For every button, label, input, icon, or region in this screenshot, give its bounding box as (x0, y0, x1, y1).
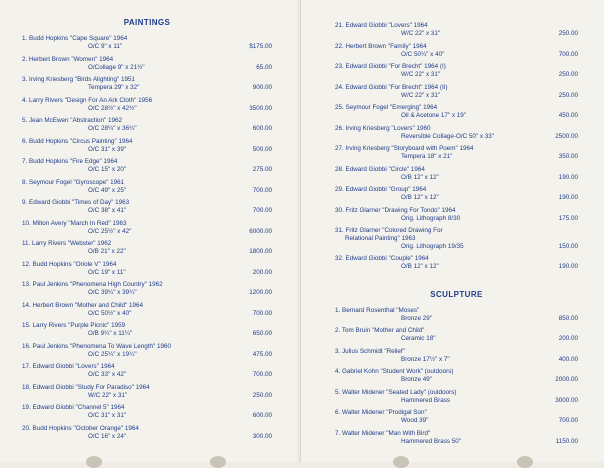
entry-medium: O/Collage 9" x 21½" (88, 63, 145, 71)
paintings-heading: PAINTINGS (123, 18, 171, 27)
catalog-entry (335, 368, 578, 389)
catalog-entry (335, 327, 578, 348)
entry-medium: Bronze 49" (401, 376, 432, 384)
entry-medium: W/C 22" x 31" (88, 391, 128, 399)
sculpture-heading: SCULPTURE (430, 289, 483, 299)
entry-title: 2. Herbert Brown "Women" 1964 (22, 55, 114, 63)
entry-title: 24. Edward Giobbi "For Brecht" 1964 (II) (335, 83, 448, 91)
entry-title: 1. Bernard Rosenthal "Moses" (335, 306, 420, 314)
entry-price: 275.00 (252, 166, 272, 174)
entry-price: 475.00 (252, 350, 272, 358)
entry-title: 8. Seymour Fogel "Gyroscope" 1961 (22, 178, 125, 186)
catalog-entry (22, 363, 272, 384)
entry-price: $175.00 (249, 43, 272, 51)
entry-medium: Bronze 17½" x 7" (401, 355, 450, 363)
sculpture-list (335, 307, 578, 451)
entry-title: 31. Fritz Glarner "Colored Drawing For (335, 227, 443, 234)
left-page (0, 0, 300, 462)
entry-medium: O/C 9" x 11" (88, 43, 123, 51)
entry-medium: W/C 22" x 31" (401, 71, 441, 79)
entry-title: 22. Herbert Brown "Family" 1964 (335, 42, 427, 50)
catalog-entry (22, 76, 272, 97)
catalog-entry (22, 158, 272, 179)
catalog-entry (335, 104, 578, 125)
catalog-entry (22, 220, 272, 241)
entry-title: 23. Edward Giobbi "For Brecht" 1964 (I) (335, 63, 446, 70)
entry-price: 3500.00 (249, 104, 272, 112)
catalog-entry (335, 389, 578, 410)
catalog-entry (335, 84, 578, 105)
entry-price: 350.00 (558, 153, 578, 161)
entry-medium: O/C 25½" x 42" (88, 227, 132, 235)
entry-price: 190.00 (558, 194, 578, 202)
entry-price: 450.00 (558, 112, 578, 120)
catalog-entry (335, 43, 578, 64)
catalog-entry (22, 117, 272, 138)
catalog-entry (22, 97, 272, 118)
entry-medium: O/B 12" x 12" (401, 173, 439, 181)
binder-hole-left-1 (86, 456, 102, 468)
entry-title: 16. Paul Jenkins "Phenomena To Wave Length" 1960 (22, 342, 172, 350)
catalog-entry (335, 207, 578, 228)
entry-medium: O/B 9¼" x 11¼" (88, 330, 133, 338)
entry-price: 500.00 (252, 145, 272, 153)
entry-price: 700.00 (558, 50, 578, 58)
catalog-entry (335, 63, 578, 84)
entry-medium: O/C 28½" x 42½" (88, 104, 137, 112)
entry-price: 3000.00 (555, 396, 578, 404)
entry-price: 250.00 (252, 391, 272, 399)
entry-title: 3. Irving Kriesberg "Birds Alighting" 1951 (22, 76, 135, 83)
entry-price: 65.00 (256, 63, 272, 71)
entry-title: 12. Budd Hopkins "Oriole V" 1964 (22, 260, 117, 268)
catalog-entry (22, 179, 272, 200)
entry-medium: Hammered Brass 50" (401, 437, 461, 445)
catalog-entry (335, 166, 578, 187)
entry-title: 2. Tom Bruin "Mother and Child" (335, 327, 425, 334)
entry-price: 200.00 (558, 335, 578, 343)
entry-price: 1200.00 (249, 289, 272, 297)
catalog-entry (22, 261, 272, 282)
entry-price: 200.00 (252, 268, 272, 276)
entry-title: 30. Fritz Glarner "Drawing For Tondo" 1964 (335, 206, 456, 214)
entry-title: 29. Edward Giobbi "Group" 1964 (335, 186, 427, 193)
catalog-entry (22, 56, 272, 77)
entry-medium: O/C 19" x 11" (88, 268, 126, 276)
entry-title: 14. Herbert Brown "Mother and Child" 1964 (22, 301, 144, 309)
entry-title: 4. Gabriel Kohn "Student Work" (outdoors) (335, 368, 454, 375)
catalog-entry (335, 186, 578, 207)
entry-medium: O/B 12" x 12" (401, 263, 439, 271)
catalog-entry (22, 240, 272, 261)
entry-title: 28. Edward Giobbi "Circle" 1964 (335, 165, 425, 173)
entry-medium: O/C 38" x 41" (88, 207, 127, 215)
catalog-entry (335, 22, 578, 43)
entry-title: 13. Paul Jenkins "Phenomena High Country" 1962 (22, 281, 163, 288)
entry-price: 190.00 (558, 263, 578, 271)
catalog-entry (22, 322, 272, 343)
catalog-entry (335, 307, 578, 328)
entry-price: 400.00 (558, 355, 578, 363)
entry-title: 17. Edward Giobbi "Lovers" 1964 (22, 363, 115, 370)
entry-medium: O/C 39¼" x 39¼" (88, 289, 137, 297)
entry-title: 11. Larry Rivers "Webster" 1962 (22, 240, 112, 247)
entry-price: 1150.00 (555, 437, 578, 445)
entry-medium: O/B 12" x 12" (401, 194, 439, 202)
entry-medium: O/C 28¼" x 36¼" (88, 125, 137, 133)
entry-medium: O/C 50½" x 40" (88, 309, 132, 317)
entry-medium: Ceramic 18" (401, 335, 436, 343)
entry-title: 26. Irving Kriesberg "Lovers" 1960 (335, 124, 431, 132)
entry-price: 250.00 (558, 30, 578, 38)
right-page (300, 0, 604, 462)
catalog-entry (335, 125, 578, 146)
entry-medium: O/C 49" x 25" (88, 186, 127, 194)
catalog-entry (335, 227, 578, 255)
catalog-entry (335, 348, 578, 369)
entry-price: 700.00 (252, 207, 272, 215)
catalog-entry (335, 409, 578, 430)
binder-hole-left-2 (210, 456, 226, 468)
entry-price: 250.00 (558, 71, 578, 79)
entry-title: 1. Budd Hopkins "Cape Square" 1964 (22, 35, 128, 42)
entry-price: 2000.00 (555, 376, 578, 384)
catalog-entry (335, 255, 578, 276)
catalog-entry (22, 384, 272, 405)
catalog-entry (22, 302, 272, 323)
catalog-entry (22, 35, 272, 56)
entry-title: 9. Edward Giobbi "Times of Day" 1963 (22, 199, 130, 206)
entry-title: 21. Edward Giobbi "Lovers" 1964 (335, 22, 428, 29)
catalog-entry (22, 404, 272, 425)
entry-price: 175.00 (558, 214, 578, 222)
entry-price: 700.00 (252, 186, 272, 194)
entry-price: 6000.00 (249, 227, 272, 235)
catalog-entry (22, 343, 272, 364)
entry-title: 6. Walter Midener "Prodigal Son" (335, 409, 427, 416)
entry-medium: O/C 31" x 31" (88, 412, 127, 420)
paintings-list-left (22, 35, 272, 445)
entry-price: 1800.00 (249, 248, 272, 256)
entry-price: 600.00 (252, 125, 272, 133)
entry-price: 700.00 (252, 309, 272, 317)
catalog-entry (335, 430, 578, 451)
entry-title: 6. Budd Hopkins "Circus Painting" 1964 (22, 137, 133, 145)
entry-medium: O/C 31" x 39" (88, 145, 127, 153)
entry-price: 700.00 (252, 371, 272, 379)
catalog-entry (335, 145, 578, 166)
entry-medium: O/B 21" x 22" (88, 248, 126, 256)
entry-price: 2500.00 (555, 132, 578, 140)
entry-medium: Oil & Acetone 17" x 19" (401, 112, 467, 120)
entry-price: 900.00 (252, 84, 272, 92)
entry-medium: O/C 33" x 42" (88, 371, 127, 379)
entry-medium: Hammered Brass (401, 396, 450, 404)
entry-medium: O/C 16" x 24" (88, 432, 127, 440)
entry-price: 150.00 (558, 243, 578, 251)
entry-title: 7. Walter Midener "Man With Bird" (335, 429, 431, 437)
entry-title: 5. Walter Midener "Seated Lady" (outdoors) (335, 388, 457, 396)
entry-medium: W/C 22" x 31" (401, 91, 441, 99)
entry-medium: Wood 39" (401, 417, 429, 425)
entry-medium: O/C 25¼" x 19¼" (88, 350, 137, 358)
entry-title: 27. Irving Kriesberg "Storyboard with Poem" 1964 (335, 145, 474, 152)
entry-price: 250.00 (558, 91, 578, 99)
entry-title: 32. Edward Giobbi "Couple" 1964 (335, 255, 429, 262)
entry-title: 4. Larry Rivers "Design For An Ark Cloth" 1956 (22, 96, 153, 104)
catalog-entry (22, 425, 272, 446)
entry-title: 18. Edward Giobbi "Study For Paradiso" 1964 (22, 383, 150, 391)
entry-price: 850.00 (558, 314, 578, 322)
entry-medium: Orig. Lithograph 19/35 (401, 243, 464, 251)
entry-title: 15. Larry Rivers "Purple Picnic" 1959 (22, 322, 126, 329)
catalog-entry (22, 138, 272, 159)
entry-medium: Reversible Collage-O/C 50" x 33" (401, 132, 495, 140)
entry-medium: O/C 15" x 20" (88, 166, 127, 174)
entry-price: 650.00 (252, 330, 272, 338)
entry-title: 7. Budd Hopkins "Fire Edge" 1964 (22, 158, 118, 165)
entry-medium: W/C 22" x 31" (401, 30, 441, 38)
entry-medium: Relational Painting" 1963 (345, 235, 416, 243)
entry-price: 190.00 (558, 173, 578, 181)
binder-hole-right-1 (393, 456, 409, 468)
entry-title: 20. Budd Hopkins "October Orange" 1964 (22, 424, 139, 432)
entry-title: 3. Julius Schmidt "Relief" (335, 347, 405, 355)
entry-medium: O/C 50¼" x 40" (401, 50, 445, 58)
entry-price: 700.00 (558, 417, 578, 425)
binder-hole-right-2 (517, 456, 533, 468)
paintings-list-right (335, 22, 578, 276)
entry-medium: Orig. Lithograph 8/30 (401, 214, 461, 222)
catalog-entry (22, 199, 272, 220)
entry-title: 5. Jean McEwen "Abstraction" 1962 (22, 117, 123, 124)
catalog-entry (22, 281, 272, 302)
entry-medium: Tempera 18" x 21" (401, 153, 453, 161)
entry-title: 25. Seymour Fogel "Emerging" 1964 (335, 104, 438, 111)
entry-title: 10. Milton Avery "March In Red" 1963 (22, 219, 127, 227)
entry-medium: Bronze 29" (401, 314, 432, 322)
entry-title: 19. Edward Giobbi "Channel 5" 1964 (22, 404, 125, 411)
entry-price: 600.00 (252, 412, 272, 420)
entry-medium: Tempera 29" x 32" (88, 84, 140, 92)
entry-price: 300.00 (252, 432, 272, 440)
